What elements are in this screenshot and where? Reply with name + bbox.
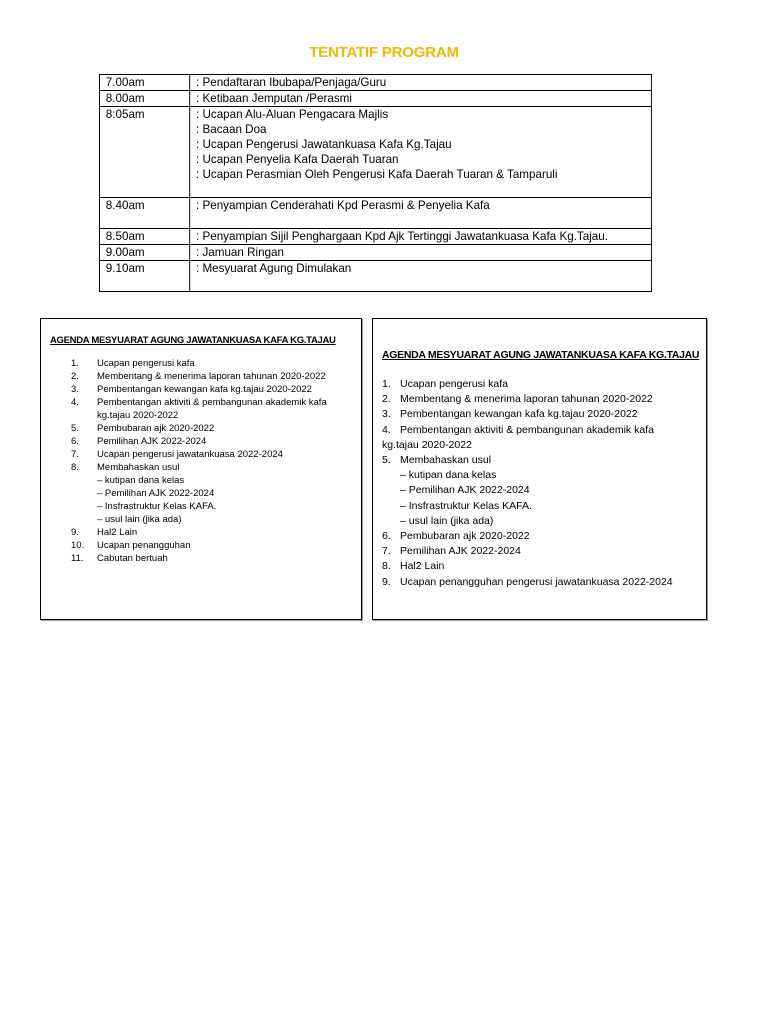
list-item: 8. Membahaskan usul – kutipan dana kelas – Pemilihan AJK 2022-2024 – Insfrastruktur Kelas KAFA. – usul lain (jika ada) (51, 461, 327, 526)
list-item: 7. Ucapan pengerusi jawatankuasa 2022-2024 (71, 449, 283, 460)
table-row (99, 91, 651, 107)
table-row (99, 107, 651, 198)
time-cell: 9.10am (99, 261, 189, 292)
time-cell: 8.40am (99, 198, 189, 229)
activity-cell (190, 261, 652, 292)
sub-item: – Insfrastruktur Kelas KAFA. (97, 501, 217, 512)
activity-line: : Ketibaan Jemputan /Perasmi (196, 91, 352, 105)
activity-cell (190, 107, 652, 198)
table-row (99, 261, 651, 292)
agenda-box-right (372, 318, 707, 620)
time-cell: 8:05am (99, 107, 189, 198)
activity-cell (190, 245, 652, 261)
table-row (99, 75, 651, 91)
list-item: 6. Pemilihan AJK 2022-2024 (71, 436, 207, 447)
activity-line: : Mesyuarat Agung Dimulakan (196, 261, 352, 275)
agenda-title: AGENDA MESYUARAT AGUNG JAWATANKUASA KAFA KG.TAJAU (382, 349, 700, 361)
activity-line: : Penyampian Sijil Penghargaan Kpd Ajk Tertinggi Jawatankuasa Kafa Kg.Tajau. (196, 229, 608, 243)
table-row (99, 245, 651, 261)
activity-line: : Ucapan Perasmian Oleh Pengerusi Kafa Daerah Tuaran & Tamparuli (196, 167, 558, 181)
activity-line: : Ucapan Penyelia Kafa Daerah Tuaran (196, 152, 399, 166)
sub-item: – kutipan dana kelas (400, 469, 497, 482)
time-cell: 9.00am (99, 245, 189, 261)
sub-item: – Pemilihan AJK 2022-2024 (400, 484, 530, 497)
sub-item: – kutipan dana kelas (97, 475, 185, 486)
activity-cell (190, 75, 652, 91)
activity-line: : Jamuan Ringan (196, 245, 285, 259)
agenda-list (51, 357, 327, 565)
list-item: 3. Pembentangan kewangan kafa kg.tajau 2020-2022 (71, 384, 312, 395)
sub-item: – Pemilihan AJK 2022-2024 (97, 488, 215, 499)
activity-line: : Ucapan Alu-Aluan Pengacara Majlis (196, 107, 389, 121)
list-item: 1. Ucapan pengerusi kafa (71, 358, 195, 369)
activity-line: : Ucapan Pengerusi Jawatankuasa Kafa Kg.Tajau (196, 137, 452, 151)
page-title: TENTATIF PROGRAM (309, 44, 459, 61)
sub-item: – Insfrastruktur Kelas KAFA. (400, 499, 532, 512)
sub-item: – usul lain (jika ada) (400, 514, 494, 527)
activity-line: : Bacaan Doa (196, 122, 267, 136)
list-item: 10. Ucapan penangguhan (71, 540, 191, 551)
activity-cell (190, 198, 652, 229)
time-cell: 8.50am (99, 229, 189, 245)
list-item: 3. Pembentangan kewangan kafa kg.tajau 2020-2022 (382, 408, 638, 421)
list-item: 2. Membentang & menerima laporan tahunan 2020-2022 (71, 371, 326, 382)
list-item: 4. Pembentangan aktiviti & pembangunan akademik kafa kg.tajau 2020-2022 (71, 397, 327, 421)
table-row (99, 229, 651, 245)
agenda-list (382, 377, 673, 590)
activity-cell (190, 229, 652, 245)
schedule-table (99, 74, 652, 292)
table-row (99, 198, 651, 229)
sub-item: – usul lain (jika ada) (97, 514, 182, 525)
list-item: 1. Ucapan pengerusi kafa (382, 378, 508, 390)
list-item: 5. Pembubaran ajk 2020-2022 (71, 423, 215, 434)
list-item: 9. Ucapan penangguhan pengerusi jawatankuasa 2022-2024 (382, 575, 673, 588)
agenda-title: AGENDA MESYUARAT AGUNG JAWATANKUASA KAFA KG.TAJAU (50, 335, 336, 346)
time-cell: 7.00am (99, 75, 189, 91)
list-item: 7. Pemilihan AJK 2022-2024 (382, 545, 521, 558)
list-item: 4. Pembentangan aktiviti & pembangunan akademik kafa kg.tajau 2020-2022 (382, 423, 654, 451)
list-item: 8. Hal2 Lain (382, 560, 445, 573)
activity-cell (190, 91, 652, 107)
list-item: 9. Hal2 Lain (71, 527, 138, 538)
list-item: 6. Pembubaran ajk 2020-2022 (382, 530, 530, 543)
list-item: 5. Membahaskan usul – kutipan dana kelas – Pemilihan AJK 2022-2024 – Insfrastruktur Kelas KAFA. – usul lain (jika ada) (382, 453, 673, 529)
agenda-box-left (40, 318, 362, 620)
activity-line: : Penyampian Cenderahati Kpd Perasmi & Penyelia Kafa (196, 198, 490, 212)
list-item: 2. Membentang & menerima laporan tahunan 2020-2022 (382, 393, 653, 406)
list-item: 11. Cabutan bertuah (71, 553, 168, 564)
activity-line: : Pendaftaran Ibubapa/Penjaga/Guru (196, 75, 387, 89)
time-cell: 8.00am (99, 91, 189, 107)
